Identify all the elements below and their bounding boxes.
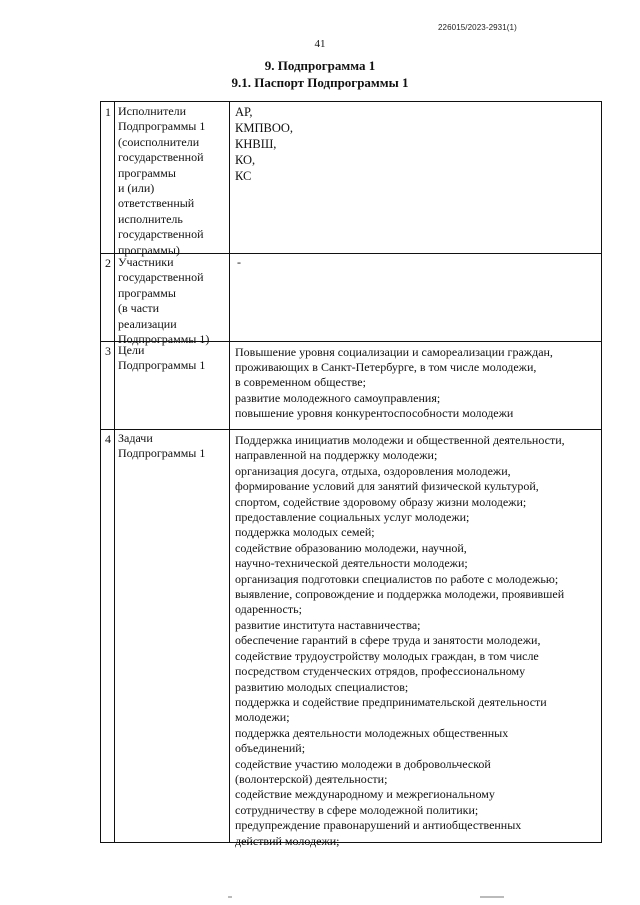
scan-artifact (480, 896, 504, 898)
table-row (101, 102, 601, 257)
row-number: 3 (105, 344, 111, 358)
row-label: Участники государственной программы (в части реализации Подпрограммы 1) (118, 255, 210, 347)
row-value: АР, КМПВОО, КНВШ, КО, КС (235, 105, 293, 183)
document-number: 226015/2023-2931(1) (438, 23, 517, 32)
table-row (101, 429, 601, 848)
row-number: 4 (105, 432, 111, 446)
page-number: 41 (314, 38, 326, 50)
row-number: 2 (105, 256, 111, 270)
row-value: - (237, 255, 241, 269)
section-title: 9. Подпрограмма 1 (264, 58, 376, 73)
row-label: Цели Подпрограммы 1 (118, 343, 206, 373)
subsection-title: 9.1. Паспорт Подпрограммы 1 (231, 75, 409, 90)
row-value: Поддержка инициатив молодежи и общественной деятельности, направленной на поддержку молодежи; организация досуга, отдыха, оздоровления молодежи, формирование условий для занятий физической культурой, спортом, содействие здоровому образу жизни молодежи; предоставление социальных услуг молодежи; поддержка молодых семей; содействие образованию молодежи, научной, научно-технической деятельности молодежи; организация подготовки специалистов по работе с молодежью; выявление, сопровождение и поддержка молодежи, проявившей одаренность; развитие института наставничества; обеспечение гарантий в сфере труда и занятости молодежи, содействие трудоустройству молодых граждан, в том числе посредством студенческих отрядов, профессиональному развитию молодых специалистов; поддержка и содействие предпринимательской деятельности молодежи; поддержка деятельности молодежных общественных объединений; содействие участию молодежи в добровольческой (волонтерской) деятельности; содействие международному и межрегиональному сотрудничеству в сфере молодежной политики; предупреждение правонарушений и антиобщественных действий молодежи; (235, 433, 565, 848)
table-row (101, 253, 601, 347)
scan-artifact (228, 896, 232, 898)
passport-table (100, 101, 602, 848)
row-label: Исполнители Подпрограммы 1 (соисполнители государственной программы и (или) ответственный исполнитель государственной программы) (118, 104, 206, 257)
table-row (101, 341, 601, 429)
row-number: 1 (105, 105, 111, 119)
row-label: Задачи Подпрограммы 1 (118, 431, 206, 461)
row-value: Повышение уровня социализации и самореализации граждан, проживающих в Санкт-Петербурге, в том числе молодежи, в современном обществе; развитие молодежного самоуправления; повышение уровня конкурентоспособности молодежи (235, 345, 553, 420)
